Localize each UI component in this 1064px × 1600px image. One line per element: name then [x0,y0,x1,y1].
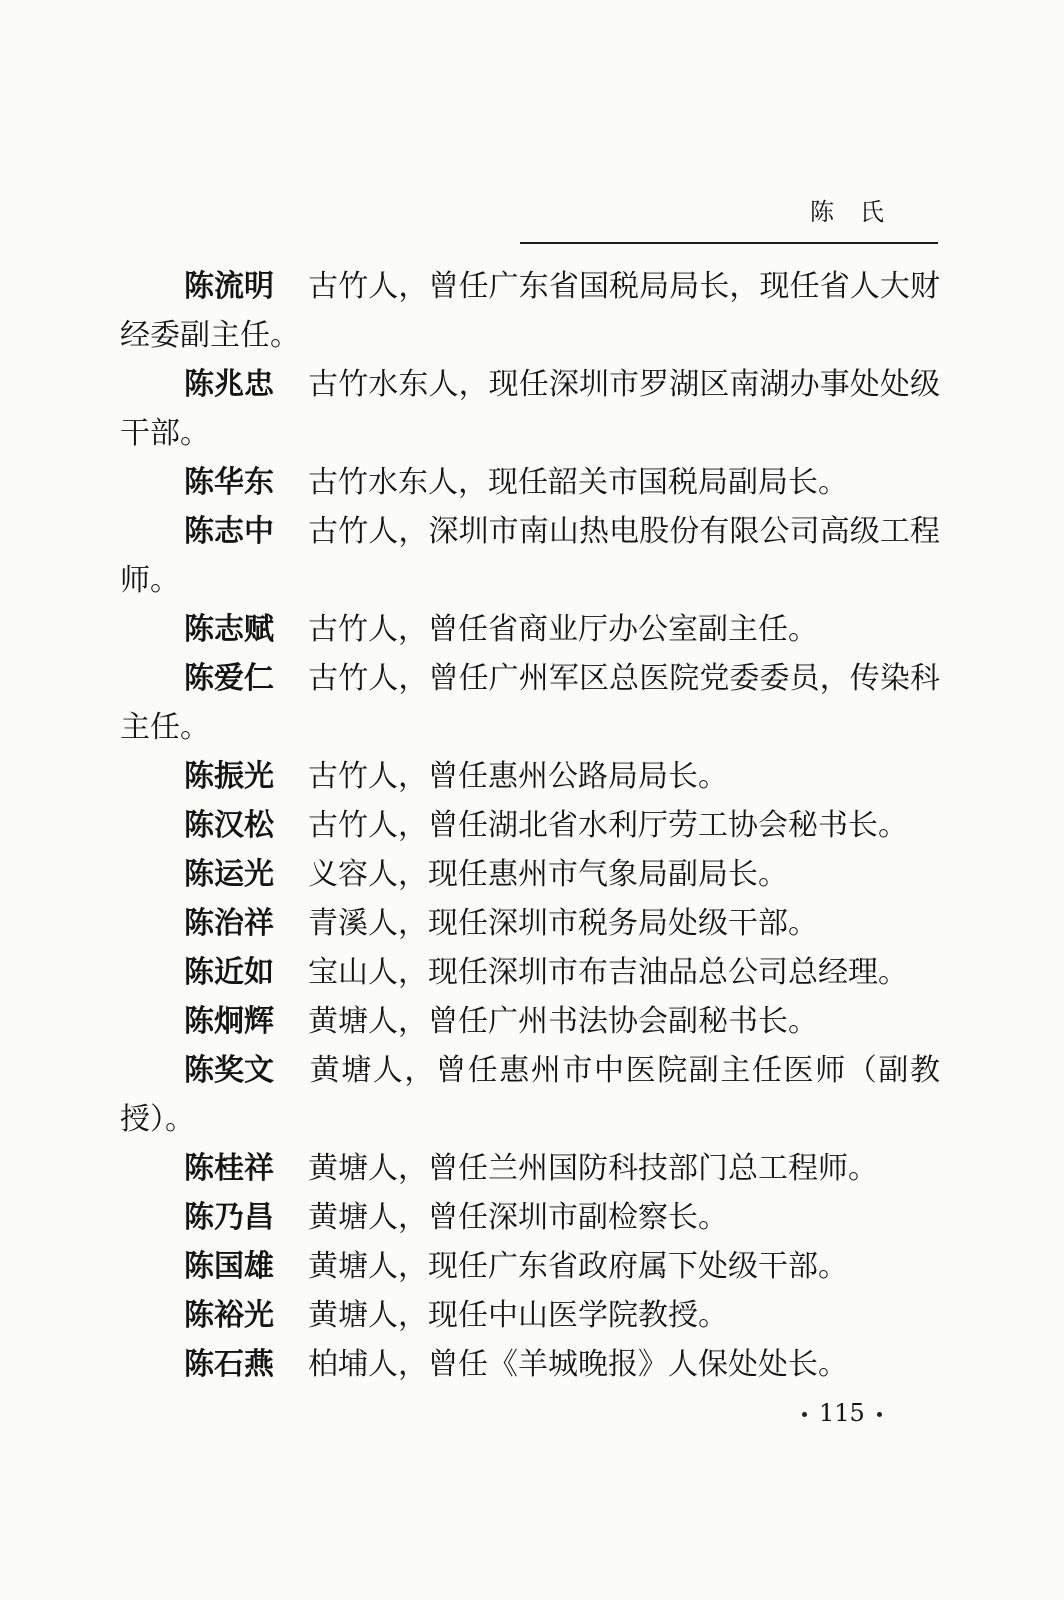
person-description: 古竹人，曾任湖北省水利厅劳工协会秘书长。 [308,808,908,843]
bullet-dot-icon [877,1412,882,1417]
person-name: 陈奖文 [184,1053,274,1088]
person-name: 陈桂祥 [184,1151,274,1186]
entry-paragraph [120,801,940,850]
bullet-dot-icon [802,1412,807,1417]
entry-paragraph [120,654,940,752]
entry-paragraph [120,605,940,654]
person-name: 陈石燕 [184,1347,274,1382]
person-description: 古竹人，曾任省商业厅办公室副主任。 [308,612,818,647]
page-footer [790,1398,894,1428]
person-name: 陈运光 [184,857,274,892]
person-name: 陈爱仁 [184,661,274,696]
person-description: 古竹人，曾任广州军区总医院党委委员，传染科主任。 [120,661,940,745]
entry-paragraph [120,899,940,948]
person-name: 陈裕光 [184,1298,274,1333]
entry-paragraph [120,262,940,360]
entry-list [120,262,940,1389]
running-header [520,198,938,244]
person-description: 古竹水东人，现任韶关市国税局副局长。 [308,465,848,500]
person-name: 陈华东 [184,465,274,500]
person-description: 柏埔人，曾任《羊城晚报》人保处处长。 [308,1347,848,1382]
entry-paragraph [120,850,940,899]
person-description: 黄塘人，曾任兰州国防科技部门总工程师。 [308,1151,878,1186]
person-name: 陈国雄 [184,1249,274,1284]
person-name: 陈治祥 [184,906,274,941]
person-name: 陈近如 [184,955,274,990]
entry-paragraph [120,752,940,801]
person-name: 陈炯辉 [184,1004,274,1039]
entry-paragraph [120,1242,940,1291]
person-description: 古竹水东人，现任深圳市罗湖区南湖办事处处级干部。 [120,367,940,451]
entry-paragraph [120,458,940,507]
person-description: 黄塘人，曾任深圳市副检察长。 [308,1200,728,1235]
entry-paragraph [120,1144,940,1193]
person-description: 宝山人，现任深圳市布吉油品总公司总经理。 [308,955,908,990]
entry-paragraph [120,1291,940,1340]
entry-paragraph [120,948,940,997]
header-title: 陈氏 [810,198,910,226]
person-name: 陈振光 [184,759,274,794]
person-name: 陈流明 [184,269,274,304]
person-description: 古竹人，曾任惠州公路局局长。 [308,759,728,794]
entry-paragraph [120,1340,940,1389]
person-name: 陈志中 [184,514,274,549]
person-name: 陈乃昌 [184,1200,274,1235]
person-description: 青溪人，现任深圳市税务局处级干部。 [308,906,818,941]
person-name: 陈兆忠 [184,367,274,402]
person-description: 黄塘人，曾任惠州市中医院副主任医师（副教授）。 [120,1053,940,1137]
entry-paragraph [120,1046,940,1144]
page-number: 115 [819,1399,865,1427]
person-description: 古竹人，曾任广东省国税局局长，现任省人大财经委副主任。 [120,269,940,353]
person-description: 古竹人，深圳市南山热电股份有限公司高级工程师。 [120,514,940,598]
person-name: 陈志赋 [184,612,274,647]
person-description: 黄塘人，现任中山医学院教授。 [308,1298,728,1333]
person-description: 黄塘人，现任广东省政府属下处级干部。 [308,1249,848,1284]
entry-paragraph [120,507,940,605]
entry-paragraph [120,997,940,1046]
person-description: 义容人，现任惠州市气象局副局长。 [308,857,788,892]
person-description: 黄塘人，曾任广州书法协会副秘书长。 [308,1004,818,1039]
entry-paragraph [120,360,940,458]
entry-paragraph [120,1193,940,1242]
person-name: 陈汉松 [184,808,274,843]
